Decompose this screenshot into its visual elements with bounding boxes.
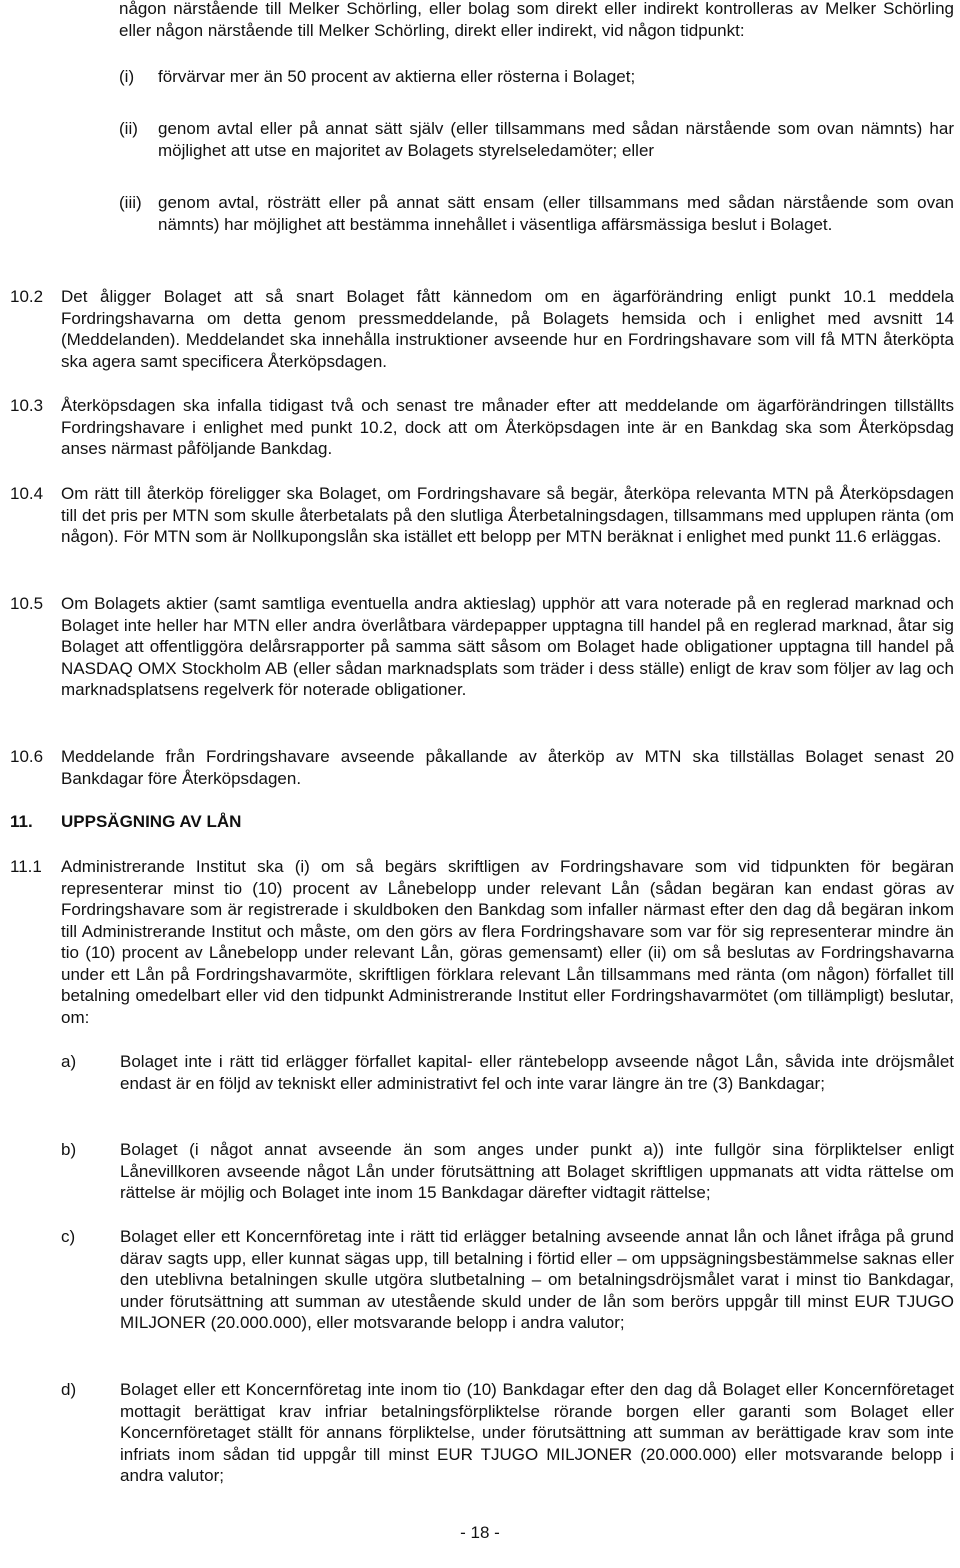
- section-title: UPPSÄGNING AV LÅN: [61, 812, 242, 831]
- clause-text: Återköpsdagen ska infalla tidigast två och senast tre månader efter att meddelande om ägarförändringen tillställts Fordringshavare i enlighet med punkt 10.2, dock att om Återköpsdagen inte är en Bankdag ska som Återköpsdag anses närmast påföljande Bankdag.: [61, 396, 954, 458]
- list-label: a): [61, 1052, 77, 1071]
- list-item-text: genom avtal eller på annat sätt själv (eller tillsammans med sådan närstående som ovan nämnts) har möjlighet att utse en majoritet av Bolagets styrelseledamöter; eller: [158, 119, 954, 160]
- clause-number: 10.5: [10, 594, 44, 613]
- list-item-text: Bolaget eller ett Koncernföretag inte i rätt tid erlägger betalning avseende annat lån och lånet ifråga på grund därav sagts upp, eller kunnat sägas upp, till betalning i förtid eller – om uppsägningsbestämmelse saknas eller den uteblivna betalningen skulle utgöra slutbetalning – om betalningsdröjsmålet varat i minst tio Bankdagar, under förutsättning att summan av utestående skuld under de lån som berörs uppgår till minst EUR TJUGO MILJONER (20.000.000), eller motsvarande belopp i andra valutor;: [120, 1227, 954, 1332]
- clause-number: 10.4: [10, 484, 44, 503]
- clause-text: Om rätt till återköp föreligger ska Bolaget, om Fordringshavare så begär, återköpa relevanta MTN på Återköpsdagen till det pris per MTN som skulle återbetalats på den slutliga Återbetalningsdagen, tillsammans med upplupen ränta (om någon). För MTN som är Nollkupongslån ska istället ett belopp per MTN beräknat i enlighet med punkt 11.6 erläggas.: [61, 484, 954, 546]
- clause-text: Det åligger Bolaget att så snart Bolaget fått kännedom om en ägarförändring enligt punkt 10.1 meddela Fordringshavarna om detta genom pressmeddelande, på Bolagets hemsida och i enlighet med avsnitt 14 (Meddelanden). Meddelandet ska innehålla instruktioner avseende hur en Fordringshavare som vill få MTN återköpta ska agera samt specificera Återköpsdagen.: [61, 287, 954, 371]
- section-number: 11.: [10, 812, 33, 831]
- list-item-text: Bolaget (i något annat avseende än som anges under punkt a)) inte fullgör sina förpliktelser enligt Lånevillkoren avseende något Lån under förutsättning att Bolaget skriftligen uppmanats att vidta rättelse om rättelse är möjlig och Bolaget inte inom 15 Bankdagar därefter vidtagit rättelse;: [120, 1140, 954, 1202]
- clause-number: 10.2: [10, 287, 44, 306]
- page-number: - 18 -: [460, 1523, 500, 1542]
- clause-text: Om Bolagets aktier (samt samtliga eventuella andra aktieslag) upphör att vara noterade på en reglerad marknad och Bolaget inte heller har MTN eller andra överlåtbara värdepapper upptagna till handel på en reglerad marknad, åtar sig Bolaget att offentliggöra delårsrapporter på samma sätt såsom om Bolaget hade obligationer upptagna till handel på NASDAQ OMX Stockholm AB (eller sådan marknadsplats som träder i dess ställe) enligt de krav som följer av lag och marknadsplatsens regelverk för noterade obligationer.: [61, 594, 954, 699]
- list-label: (ii): [119, 119, 138, 138]
- clause-text: Administrerande Institut ska (i) om så begärs skriftligen av Fordringshavare som vid tidpunkten för begäran representerar minst tio (10) procent av Lånebelopp under relevant Lån (sådan begäran kan endast göras av Fordringshavare som är registrerade i skuldboken den Bankdag som infaller närmast efter den dag då begäran inkom till Administrerande Institut och måste, om den görs av flera Fordringshavare som var för sig representerar mindre än tio (10) procent av Lånebelopp under relevant Lån, göras gemensamt) eller (ii) om så beslutas av Fordringshavarna under ett Lån på Fordringshavarmöte, skriftligen förklara relevant Lån tillsammans med ränta (om någon) förfallet till betalning omedelbart eller vid den tidpunkt Administrerande Institut eller Fordringshavarmötet (om tillämpligt) beslutar, om:: [61, 857, 954, 1027]
- list-label: b): [61, 1140, 77, 1159]
- clause-text: Meddelande från Fordringshavare avseende påkallande av återköp av MTN ska tillställas Bolaget senast 20 Bankdagar före Återköpsdagen.: [61, 747, 954, 788]
- clause-number: 10.6: [10, 747, 44, 766]
- list-label: (i): [119, 67, 135, 86]
- list-item-text: förvärvar mer än 50 procent av aktierna eller rösterna i Bolaget;: [158, 67, 636, 86]
- list-label: d): [61, 1380, 77, 1399]
- list-label: c): [61, 1227, 76, 1246]
- list-item-text: Bolaget inte i rätt tid erlägger förfallet kapital- eller räntebelopp avseende något Lån, såvida inte dröjsmålet endast är en följd av tekniskt eller administrativt fel och inte varar längre än tre (3) Bankdagar;: [120, 1052, 954, 1093]
- list-item-text: Bolaget eller ett Koncernföretag inte inom tio (10) Bankdagar efter den dag då Bolaget eller Koncernföretaget mottagit berättigat krav infriar betalningsförpliktelse rörande borgen eller garanti som Bolaget eller Koncernföretaget ställt för annans förpliktelse, under förutsättning att summan av berättigade krav som inte infriats inom sådan tid uppgår till minst EUR TJUGO MILJONER (20.000.000) eller motsvarande belopp i andra valutor;: [120, 1380, 954, 1485]
- list-label: (iii): [119, 193, 142, 212]
- clause-number: 10.3: [10, 396, 44, 415]
- intro-paragraph: någon närstående till Melker Schörling, eller bolag som direkt eller indirekt kontrolleras av Melker Schörling eller någon närstående till Melker Schörling, direkt eller indirekt, vid någon tidpunkt:: [119, 0, 954, 40]
- list-item-text: genom avtal, rösträtt eller på annat sätt ensam (eller tillsammans med sådan närstående som ovan nämnts) har möjlighet att bestämma innehållet i väsentliga affärsmässiga beslut i Bolaget.: [158, 193, 954, 234]
- clause-number: 11.1: [10, 857, 42, 876]
